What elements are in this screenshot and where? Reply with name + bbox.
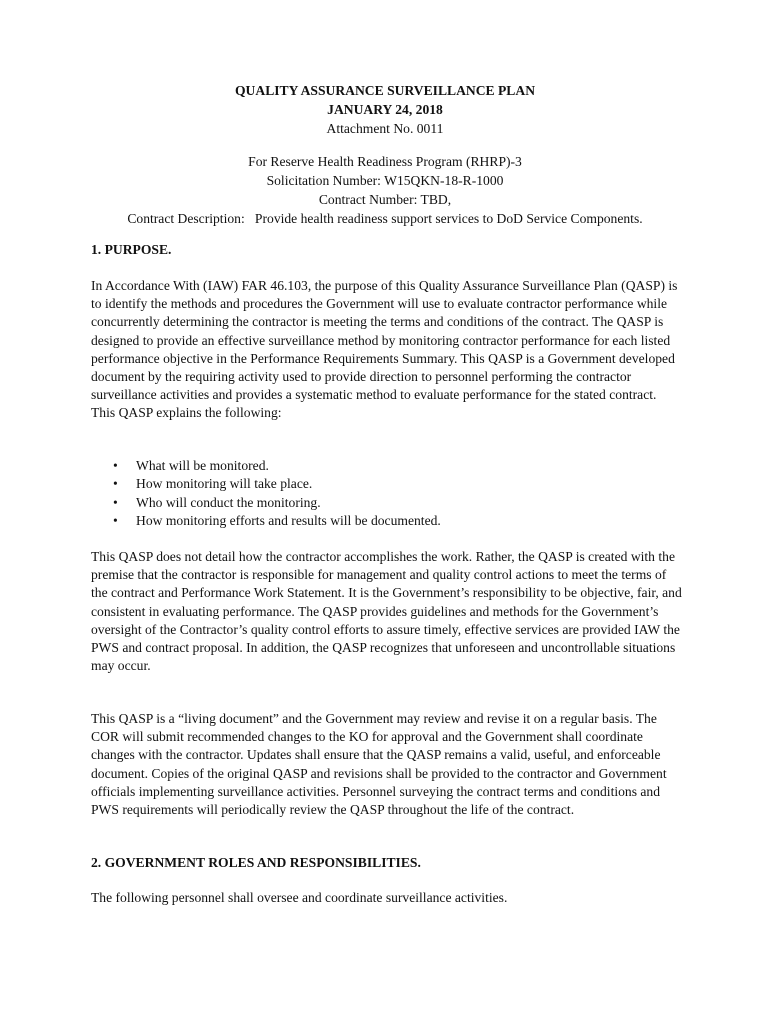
list-item: • How monitoring efforts and results will be documented. <box>91 512 691 530</box>
contract-number: Contract Number: TBD, <box>318 192 452 207</box>
bullet-icon: • <box>113 494 118 510</box>
section-purpose-heading-block <box>91 240 691 259</box>
document-title: QUALITY ASSURANCE SURVEILLANCE PLAN <box>234 83 536 98</box>
attachment-number: Attachment No. 0011 <box>326 121 444 136</box>
purpose-paragraph-2-block <box>91 548 683 675</box>
bullet-icon: • <box>113 513 118 529</box>
solicitation-number: Solicitation Number: W15QKN-18-R-1000 <box>266 173 504 188</box>
list-item: • What will be monitored. <box>91 457 691 475</box>
section-heading-purpose: 1. PURPOSE. <box>91 242 172 257</box>
purpose-paragraph-3-block <box>91 710 683 819</box>
monitoring-list <box>91 457 691 531</box>
purpose-paragraph-3: This QASP is a “living document” and the Government may review and revise it on a regular basis. The COR will submit recommended changes to the KO for approval and the Government shall coordinate changes with the contractor. Updates shall ensure that the QASP remains a valid, useful, and enforceable document. Copies of the original QASP and revisions shall be provided to the contractor and Government officials implementing surveillance activities. Personnel surveying the contract terms and conditions and PWS requirements will periodically review the QASP throughout the life of the contract. <box>91 711 667 818</box>
purpose-paragraph-1-block <box>91 277 681 423</box>
section-heading-roles: 2. GOVERNMENT ROLES AND RESPONSIBILITIES. <box>91 855 421 870</box>
bullet-icon: • <box>113 476 118 492</box>
roles-paragraph-1-block <box>91 889 691 907</box>
section-roles-heading-block <box>91 853 691 872</box>
roles-paragraph-1: The following personnel shall oversee and coordinate surveillance activities. <box>91 890 508 905</box>
list-item: • How monitoring will take place. <box>91 475 691 493</box>
purpose-paragraph-1: In Accordance With (IAW) FAR 46.103, the purpose of this Quality Assurance Surveillance Plan (QASP) is to identify the methods and procedures the Government will use to evaluate contractor performance while concurrently determining the contractor is meeting the terms and conditions of the contract. The QASP is designed to provide an effective surveillance method by monitoring contractor performance for each listed performance objective in the Performance Requirements Summary. This QASP is a Government developed document by the requiring activity used to provide direction to personnel performing the contractor surveillance activities and provides a systematic method to evaluate performance for the stated contract. This QASP explains the following: <box>91 278 678 421</box>
program-name: For Reserve Health Readiness Program (RHRP)-3 <box>248 154 522 169</box>
document-date: JANUARY 24, 2018 <box>327 102 443 117</box>
document-header <box>0 81 770 228</box>
purpose-paragraph-2: This QASP does not detail how the contractor accomplishes the work. Rather, the QASP is created with the premise that the contractor is responsible for management and quality control actions to meet the terms of the contract and Performance Work Statement. It is the Government’s responsibility to be objective, fair, and consistent in evaluating performance. The QASP provides guidelines and methods for the Government’s oversight of the Contractor’s quality control efforts to assure timely, effective services are provided IAW the PWS and contract proposal. In addition, the QASP recognizes that unforeseen and uncontrollable situations may occur. <box>91 549 682 674</box>
monitoring-list-block <box>91 457 691 531</box>
bullet-icon: • <box>113 458 118 473</box>
contract-description: Contract Description: Provide health readiness support services to DoD Service Components. <box>127 211 643 226</box>
list-item: • Who will conduct the monitoring. <box>91 494 691 512</box>
